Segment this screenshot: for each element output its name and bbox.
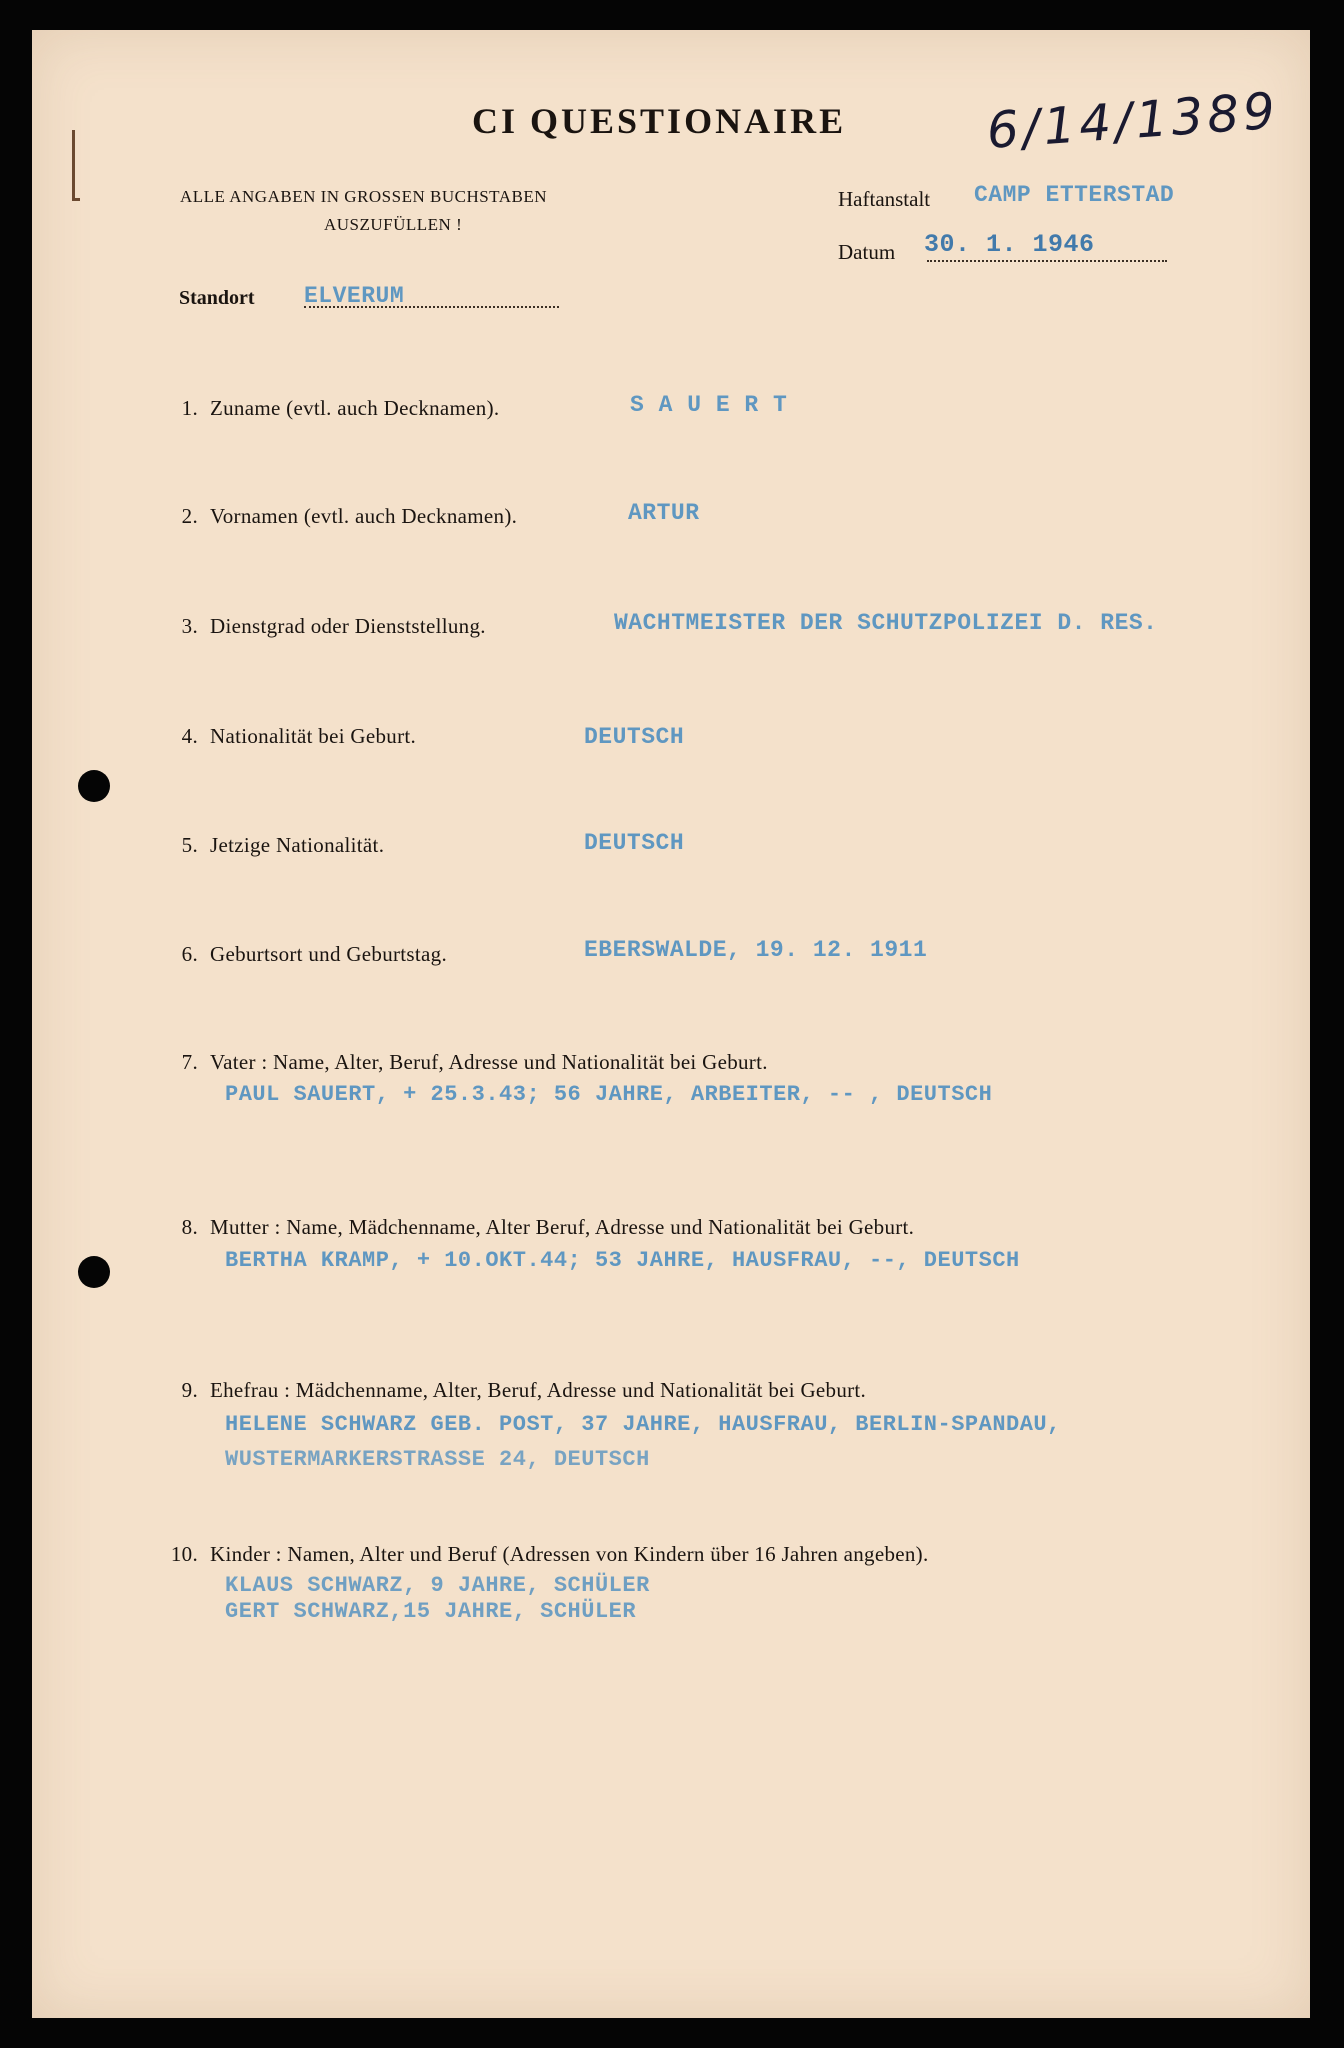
answer-4: DEUTSCH <box>584 724 685 750</box>
instruction-line-1: ALLE ANGABEN IN GROSSEN BUCHSTABEN <box>180 187 547 206</box>
answer-6: EBERSWALDE, 19. 12. 1911 <box>584 937 928 963</box>
question-number: 4. <box>181 724 198 748</box>
question-number: 9. <box>181 1378 198 1402</box>
answer-10-line-2: GERT SCHWARZ,15 JAHRE, SCHÜLER <box>225 1599 637 1624</box>
question-label: Nationalität bei Geburt. <box>210 724 417 748</box>
question-label: Mutter : Name, Mädchenname, Alter Beruf, Adresse und Nationalität bei Geburt. <box>210 1215 915 1239</box>
question-number: 6. <box>181 942 198 966</box>
answer-7: PAUL SAUERT, + 25.3.43; 56 JAHRE, ARBEITER, -- , DEUTSCH <box>225 1082 993 1107</box>
question-label: Vater : Name, Alter, Beruf, Adresse und Nationalität bei Geburt. <box>210 1050 768 1074</box>
margin-mark <box>72 198 80 201</box>
answer-3: WACHTMEISTER DER SCHUTZPOLIZEI D. RES. <box>614 610 1158 636</box>
question-7 <box>158 1050 768 1075</box>
standort-dotted-line <box>304 306 559 308</box>
standort-label: Standort <box>179 287 255 309</box>
standort-value: ELVERUM <box>304 283 405 309</box>
datum-label: Datum <box>838 240 896 264</box>
question-number: 1. <box>181 396 198 420</box>
datum-value: 30. 1. 1946 <box>924 230 1095 259</box>
question-label: Geburtsort und Geburtstag. <box>210 942 448 966</box>
answer-2: ARTUR <box>628 500 700 526</box>
question-label: Vornamen (evtl. auch Decknamen). <box>210 504 518 528</box>
instruction-line-2: AUSZUFÜLLEN ! <box>324 215 463 234</box>
question-label: Jetzige Nationalität. <box>210 833 385 857</box>
form-title: CI QUESTIONAIRE <box>472 101 847 141</box>
punch-hole-bottom <box>78 1256 110 1288</box>
answer-9-line-2: WUSTERMARKERSTRASSE 24, DEUTSCH <box>225 1447 650 1472</box>
question-1 <box>158 396 499 421</box>
answer-9-line-1: HELENE SCHWARZ GEB. POST, 37 JAHRE, HAUSFRAU, BERLIN-SPANDAU, <box>225 1412 1061 1437</box>
answer-8: BERTHA KRAMP, + 10.OKT.44; 53 JAHRE, HAUSFRAU, --, DEUTSCH <box>225 1248 1020 1273</box>
answer-5: DEUTSCH <box>584 830 685 856</box>
question-6 <box>158 942 447 967</box>
question-number: 8. <box>181 1215 198 1239</box>
punch-hole-top <box>78 770 110 802</box>
haftanstalt-label: Haftanstalt <box>838 187 931 211</box>
question-number: 10. <box>170 1542 198 1566</box>
question-label: Ehefrau : Mädchenname, Alter, Beruf, Adresse und Nationalität bei Geburt. <box>210 1378 867 1402</box>
question-label: Kinder : Namen, Alter und Beruf (Adressen von Kindern über 16 Jahren angeben). <box>210 1542 929 1566</box>
question-label: Dienstgrad oder Dienststellung. <box>210 614 486 638</box>
question-2 <box>158 504 517 529</box>
datum-dotted-line <box>927 260 1167 262</box>
question-3 <box>158 614 486 639</box>
question-4 <box>158 724 416 749</box>
question-8 <box>158 1215 914 1240</box>
form-sheet <box>32 30 1310 2018</box>
haftanstalt-value: CAMP ETTERSTAD <box>974 182 1175 208</box>
answer-1: S A U E R T <box>630 392 788 418</box>
question-label: Zuname (evtl. auch Decknamen). <box>210 396 500 420</box>
question-number: 5. <box>181 833 198 857</box>
answer-10-line-1: KLAUS SCHWARZ, 9 JAHRE, SCHÜLER <box>225 1573 650 1598</box>
handwritten-reference: 6/14/1389 <box>984 81 1281 160</box>
question-10 <box>158 1542 929 1567</box>
question-5 <box>158 833 384 858</box>
question-number: 3. <box>181 614 198 638</box>
question-9 <box>158 1378 866 1403</box>
margin-mark <box>72 130 75 200</box>
question-number: 7. <box>181 1050 198 1074</box>
question-number: 2. <box>181 504 198 528</box>
